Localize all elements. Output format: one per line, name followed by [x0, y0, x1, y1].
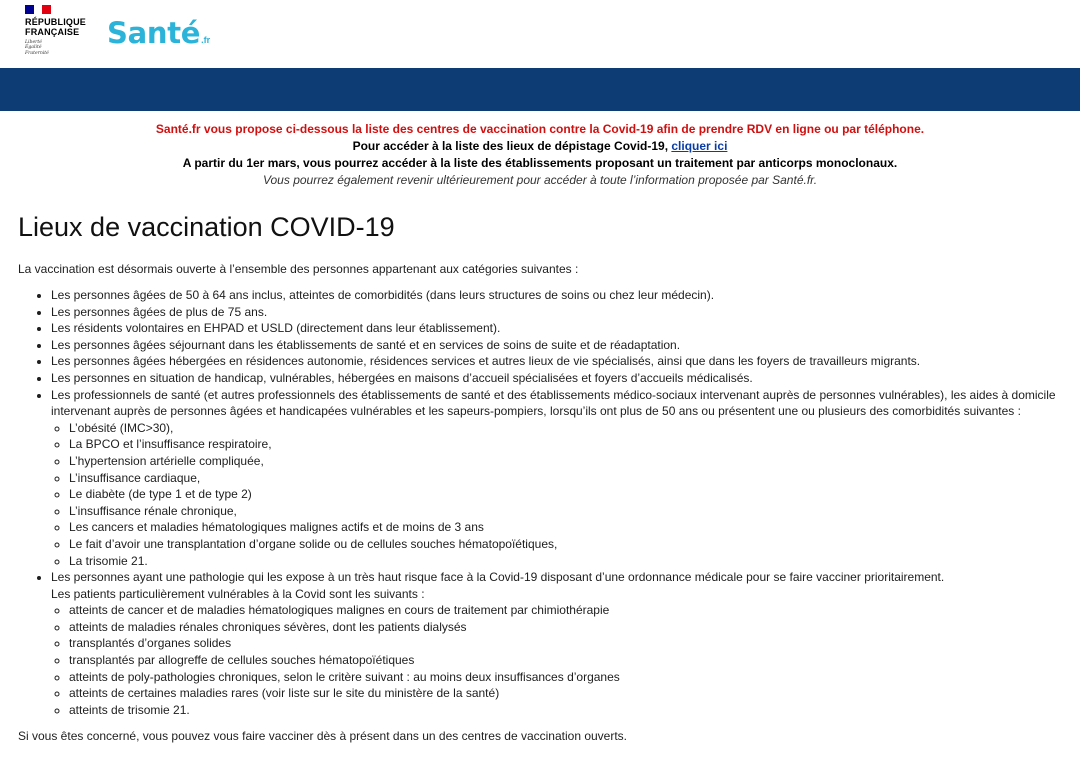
comorbidity-item: ◦ L’obésité (IMC>30), [69, 420, 1062, 437]
category-item-high-risk [51, 569, 1062, 718]
rf-motto [25, 40, 95, 56]
rf-name-line2: FRANÇAISE [25, 27, 80, 37]
sante-logo-tld: .fr [201, 35, 211, 45]
comorbidity-item: ◦ L’insuffisance cardiaque, [69, 470, 1062, 487]
comorbidity-item: ◦ Le diabète (de type 1 et de type 2) [69, 486, 1062, 503]
patient-item: ◦ transplantés par allogreffe de cellules souches hématopoïétiques [69, 652, 1062, 669]
rf-motto-3: Fraternité [25, 50, 49, 56]
intro-text: La vaccination est désormais ouverte à l’ensemble des personnes appartenant aux catégories suivantes : [18, 262, 579, 276]
comorbidities-list [51, 420, 1062, 569]
notice-line-2-text: Pour accéder à la liste des lieux de dépistage Covid-19, [352, 139, 672, 153]
rf-motto-1: Liberté [25, 40, 42, 45]
info-notice [0, 121, 1080, 189]
comorbidity-item: ◦ L’insuffisance rénale chronique, [69, 503, 1062, 520]
vulnerable-patients-list [51, 602, 1062, 718]
patient-item: ◦ atteints de poly-pathologies chroniques, selon le critère suivant : au moins deux insuffisances d’organes [69, 669, 1062, 686]
site-header [0, 0, 1080, 68]
rf-name-line1: RÉPUBLIQUE [25, 17, 87, 27]
comorbidity-item: ◦ Le fait d’avoir une transplantation d’organe solide ou de cellules souches hématopoïétiques, [69, 536, 1062, 553]
category-item: • Les personnes âgées hébergées en résidences autonomie, résidences services et autres lieux de vie spécialisés, ainsi que dans les foyers de travailleurs migrants. [51, 353, 1062, 370]
notice-line-2 [0, 138, 1080, 155]
professionals-text: Les professionnels de santé (et autres professionnels des établissements de santé et des établissements médico-sociaux intervenant auprès de personnes vulnérables), les aides à domicile intervenant auprès de personnes âgées et handicapées vulnérables et les sapeurs-pompiers, lorsqu’ils ont plus de 50 ans ou présentent une ou plusieurs des comorbidités suivantes : [51, 387, 1056, 419]
category-item-professionals [51, 387, 1062, 570]
main-content [0, 210, 1080, 744]
french-flag-icon [25, 5, 51, 14]
nav-band [0, 68, 1080, 111]
page-title: Lieux de vaccination COVID-19 [18, 212, 395, 242]
comorbidity-item: ◦ Les cancers et maladies hématologiques malignes actifs et de moins de 3 ans [69, 519, 1062, 536]
category-item: • Les personnes âgées de 50 à 64 ans inclus, atteintes de comorbidités (dans leurs structures de soins ou chez leur médecin). [51, 287, 1062, 304]
comorbidity-item: ◦ La trisomie 21. [69, 553, 1062, 570]
rf-name [25, 17, 95, 37]
category-item: • Les personnes en situation de handicap, vulnérables, hébergées en maisons d’accueil spécialisées et foyers d’accueils médicalisés. [51, 370, 1062, 387]
high-risk-line-1: • Les personnes ayant une pathologie qui les expose à un très haut risque face à la Covid-19 disposant d’une ordonnance médicale pour se faire vacciner prioritairement. [51, 570, 945, 585]
sante-logo-word: Santé [107, 16, 201, 50]
patient-item: ◦ transplantés d’organes solides [69, 635, 1062, 652]
patient-item: ◦ atteints de cancer et de maladies hématologiques malignes en cours de traitement par chimiothérapie [69, 602, 1062, 619]
notice-line-3: A partir du 1er mars, vous pourrez accéder à la liste des établissements proposant un traitement par anticorps monoclonaux. [182, 156, 898, 170]
comorbidity-item: ◦ L’hypertension artérielle compliquée, [69, 453, 1062, 470]
rf-motto-2: Égalité [25, 45, 42, 51]
depistage-link[interactable]: cliquer ici [671, 139, 728, 153]
republique-francaise-logo[interactable] [25, 5, 95, 56]
high-risk-line-2: Les patients particulièrement vulnérables à la Covid sont les suivants : [51, 586, 425, 601]
notice-line-4: Vous pourrez également revenir ultérieurement pour accéder à toute l’information proposée par Santé.fr. [262, 173, 818, 187]
patient-item: ◦ atteints de trisomie 21. [69, 702, 1062, 719]
category-item: • Les personnes âgées de plus de 75 ans. [51, 304, 1062, 321]
category-item: • Les personnes âgées séjournant dans les établissements de santé et en services de soins de suite et de réadaptation. [51, 337, 1062, 354]
patient-item: ◦ atteints de certaines maladies rares (voir liste sur le site du ministère de la santé) [69, 685, 1062, 702]
categories-list [18, 287, 1062, 718]
outro-text: Si vous êtes concerné, vous pouvez vous faire vacciner dès à présent dans un des centres de vaccination ouverts. [18, 729, 628, 744]
category-item: • Les résidents volontaires en EHPAD et USLD (directement dans leur établissement). [51, 320, 1062, 337]
notice-line-1: Santé.fr vous propose ci-dessous la liste des centres de vaccination contre la Covid-19 afin de prendre RDV en ligne ou par téléphone. [155, 122, 925, 136]
sante-fr-logo[interactable] [107, 16, 210, 56]
comorbidity-item: ◦ La BPCO et l’insuffisance respiratoire, [69, 436, 1062, 453]
patient-item: ◦ atteints de maladies rénales chroniques sévères, dont les patients dialysés [69, 619, 1062, 636]
